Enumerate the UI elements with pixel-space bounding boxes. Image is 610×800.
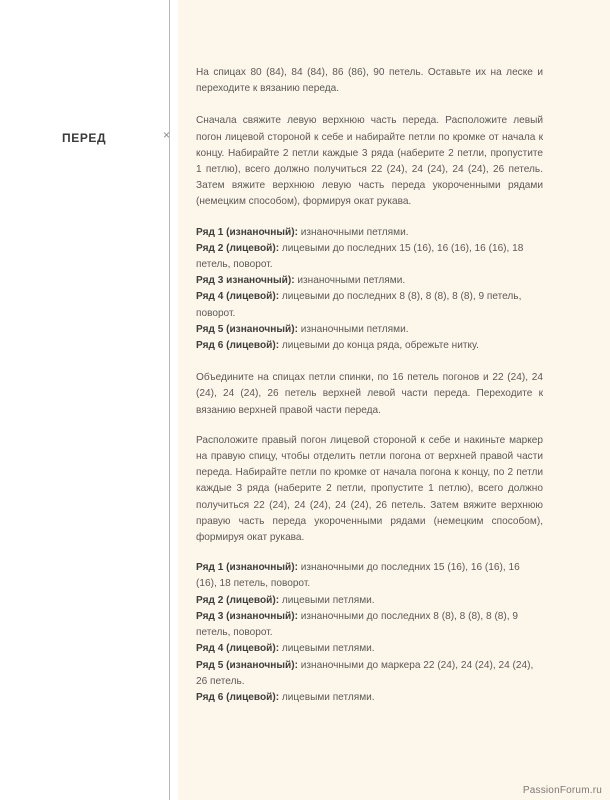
row-instruction: Ряд 1 (изнаночный): изнаночными петлями. bbox=[196, 226, 409, 238]
paragraph-right-front: Расположите правый погон лицевой стороной к себе и накиньте маркер на правую спицу, чтобы отделить петли погона от верхней правой части переда. Набирайте петли по кромке от начала погона к концу, по 2 петли каждые 3 ряда (наберите 2 петли, пропустите 1 петлю), всего должно получиться 22 (24), 24 (24), 24 (24), 26 петель. Затем вяжите верхнюю правую часть переда укороченными рядами (немецким способом), формируя окат рукава. bbox=[196, 434, 543, 544]
intro-paragraph: На спицах 80 (84), 84 (84), 86 (86), 90 петель. Оставьте их на леске и переходите к вязанию переда. bbox=[196, 67, 543, 95]
row-instruction: Ряд 2 (лицевой): лицевыми петлями. bbox=[196, 594, 375, 606]
margin-divider bbox=[169, 0, 170, 800]
row-instruction: Ряд 6 (лицевой): лицевыми петлями. bbox=[196, 691, 375, 703]
row-instruction: Ряд 2 (лицевой): лицевыми до последних 15 (16), 16 (16), 16 (16), 18 петель, поворот. bbox=[196, 242, 524, 271]
row-instruction: Ряд 5 (изнаночный): изнаночными до маркера 22 (24), 24 (24), 24 (24), 26 петель. bbox=[196, 659, 534, 687]
row-instruction: Ряд 1 (изнаночный): изнаночными до последних 15 (16), 16 (16), 16 (16), 18 петель, поворот. bbox=[196, 562, 520, 590]
paragraph-left-front: Сначала свяжите левую верхнюю часть переда. Расположите левый погон лицевой стороной к себе и набирайте петли по кромке от начала к концу. Набирайте 2 петли каждые 3 ряда (наберите 2 петли, пропустите 1 петлю), всего должно получиться 22 (24), 24 (24), 24 (24), 26 петель. Затем вяжите верхнюю левую часть переда укороченными рядами (немецким способом), формируя окат рукава. bbox=[196, 115, 543, 208]
watermark: PassionForum.ru bbox=[522, 785, 602, 796]
row-list-left bbox=[196, 225, 543, 355]
row-list-right bbox=[196, 560, 543, 706]
cross-marker-icon: × bbox=[163, 128, 171, 142]
row-instruction: Ряд 6 (лицевой): лицевыми до конца ряда, обрежьте нитку. bbox=[196, 340, 479, 352]
row-instruction: Ряд 5 (изнаночный): изнаночными петлями. bbox=[196, 323, 409, 335]
row-instruction: Ряд 3 изнаночный): изнаночными петлями. bbox=[196, 275, 406, 287]
section-title: ПЕРЕД bbox=[62, 131, 107, 145]
row-instruction: Ряд 3 (изнаночный): изнаночными до последних 8 (8), 8 (8), 8 (8), 9 петель, поворот. bbox=[196, 610, 519, 639]
row-instruction: Ряд 4 (лицевой): лицевыми до последних 8 (8), 8 (8), 8 (8), 9 петель, поворот. bbox=[196, 291, 522, 319]
document-body bbox=[196, 65, 543, 722]
row-instruction: Ряд 4 (лицевой): лицевыми петлями. bbox=[196, 643, 375, 655]
paragraph-join: Объедините на спицах петли спинки, по 16 петель погонов и 22 (24), 24 (24), 24 (24), 26 петель верхней левой части переда. Переходите к вязанию верхней правой части переда. bbox=[196, 372, 543, 416]
